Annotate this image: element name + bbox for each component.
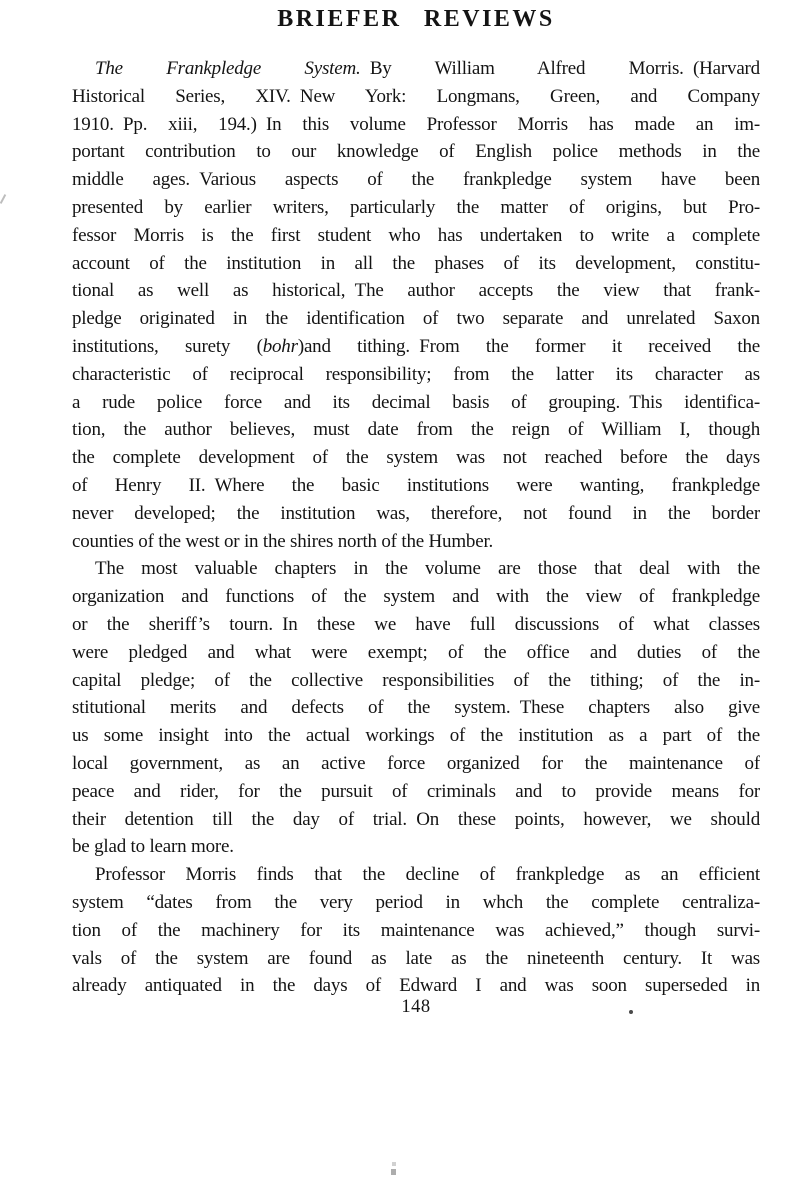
scan-artifact-speck [392, 1162, 396, 1166]
text-segment: )and tithing. From the former it received the [297, 335, 760, 357]
text-segment: a rude police force and its decimal basis of grouping. This identifica- [72, 391, 760, 413]
text-line [72, 833, 760, 861]
text-line [72, 528, 760, 556]
text-segment: be glad to learn more. [72, 836, 234, 858]
text-segment: never developed; the institution was, therefore, not found in the border [72, 502, 760, 524]
scan-artifact-dot [629, 1010, 633, 1014]
text-segment: portant contribution to our knowledge of English police methods in the [72, 141, 760, 163]
text-line [72, 194, 760, 222]
text-line [72, 778, 760, 806]
text-line [72, 166, 760, 194]
paragraph [72, 55, 760, 555]
text-segment: Professor Morris finds that the decline of frankpledge as an efficient [95, 864, 760, 886]
text-line [72, 222, 760, 250]
text-segment: were pledged and what were exempt; of the office and duties of the [72, 641, 760, 663]
text-segment: peace and rider, for the pursuit of criminals and to provide means for [72, 780, 760, 802]
text-segment: stitutional merits and defects of the system. These chapters also give [72, 697, 760, 719]
text-segment: fessor Morris is the first student who has undertaken to write a complete [72, 224, 760, 246]
text-segment: vals of the system are found as late as the nineteenth century. It was [72, 947, 760, 969]
text-line [72, 333, 760, 361]
text-line [72, 416, 760, 444]
text-line [72, 861, 760, 889]
paragraph [72, 555, 760, 861]
text-line [72, 611, 760, 639]
italic-text-segment: bohr [262, 335, 298, 357]
text-segment: Historical Series, XIV. New York: Longmans, Green, and Company [72, 85, 760, 107]
text-segment: presented by earlier writers, particularly the matter of origins, but Pro- [72, 196, 760, 218]
text-line [72, 555, 760, 583]
text-line [72, 138, 760, 166]
text-line [72, 889, 760, 917]
paragraph [72, 861, 760, 1000]
text-line [72, 389, 760, 417]
text-segment: us some insight into the actual workings of the institution as a part of the [72, 725, 760, 747]
text-line [72, 639, 760, 667]
text-segment: institutions, surety ( [72, 335, 263, 357]
text-segment: counties of the west or in the shires north of the Humber. [72, 530, 494, 552]
text-line [72, 917, 760, 945]
text-line [72, 83, 760, 111]
text-segment: tional as well as historical, The author accepts the view that frank- [72, 280, 760, 302]
text-segment: of Henry II. Where the basic institutions were wanting, frankpledge [72, 474, 760, 496]
text-segment: By William Alfred Morris. (Harvard [360, 58, 760, 79]
text-segment: already antiquated in the days of Edward I and was soon superseded in [72, 975, 760, 997]
text-line [72, 277, 760, 305]
text-line [72, 305, 760, 333]
text-line [72, 472, 760, 500]
text-line [72, 667, 760, 695]
text-segment: system “dates from the very period in whch the complete centraliza- [72, 891, 760, 913]
text-line [72, 583, 760, 611]
text-line [72, 361, 760, 389]
scan-artifact-speck [391, 1169, 396, 1175]
italic-text-segment: The Frankpledge System. [95, 58, 361, 79]
text-line [72, 750, 760, 778]
text-segment: capital pledge; of the collective responsibilities of the tithing; of the in- [72, 669, 760, 691]
text-segment: account of the institution in all the phases of its development, constitu- [72, 252, 760, 274]
text-line [72, 55, 760, 83]
text-line [72, 444, 760, 472]
text-segment: characteristic of reciprocal responsibility; from the latter its character as [72, 363, 760, 385]
text-segment: their detention till the day of trial. On these points, however, we should [72, 808, 760, 830]
text-line [72, 250, 760, 278]
text-line [72, 806, 760, 834]
text-segment: 1910. Pp. xiii, 194.) In this volume Professor Morris has made an im- [72, 113, 760, 135]
review-body [72, 55, 760, 1000]
text-line [72, 722, 760, 750]
text-segment: organization and functions of the system and with the view of frankpledge [72, 586, 760, 608]
scan-artifact-left-tick [0, 194, 6, 204]
text-line [72, 945, 760, 973]
text-segment: or the sheriff’s tourn. In these we have full discussions of what classes [72, 613, 760, 635]
text-segment: tion of the machinery for its maintenance was achieved,” though survi- [72, 919, 760, 941]
text-segment: pledge originated in the identification of two separate and unrelated Saxon [72, 308, 760, 330]
text-segment: the complete development of the system was not reached before the days [72, 447, 760, 469]
page-header: BRIEFER REVIEWS [277, 6, 555, 32]
text-line [72, 111, 760, 139]
text-segment: tion, the author believes, must date from the reign of William I, though [72, 419, 760, 441]
page-number: 148 [401, 997, 431, 1017]
text-line [72, 972, 760, 1000]
text-segment: local government, as an active force organized for the maintenance of [72, 752, 760, 774]
text-segment: middle ages. Various aspects of the frankpledge system have been [72, 169, 760, 191]
text-line [72, 694, 760, 722]
text-line [72, 500, 760, 528]
text-segment: The most valuable chapters in the volume are those that deal with the [95, 558, 760, 580]
